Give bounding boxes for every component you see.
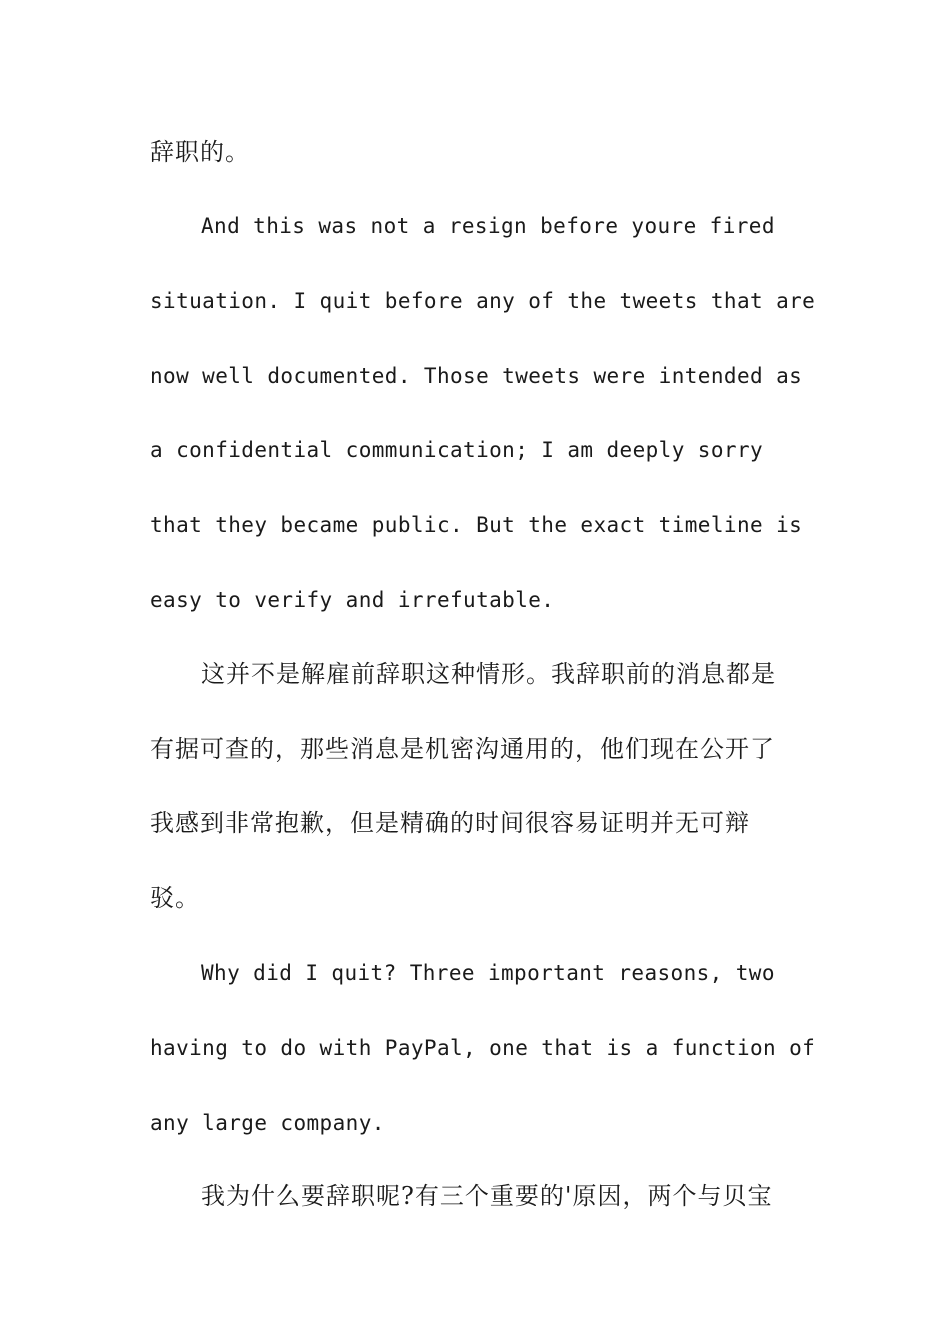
text-line: 辞职的。 [150,138,250,166]
text-line: now well documented. Those tweets were intended as [150,364,803,388]
text-line: 有据可查的，那些消息是机密沟通用的，他们现在公开了 [150,735,775,763]
text-line: Why did I quit? Three important reasons, two [201,961,775,985]
text-line: 我为什么要辞职呢?有三个重要的'原因，两个与贝宝 [201,1182,773,1210]
text-line: that they became public. But the exact timeline is [150,513,803,537]
text-line: a confidential communication; I am deeply sorry [150,438,764,462]
text-line: 驳。 [150,884,200,912]
text-line: having to do with PayPal, one that is a function of [150,1036,816,1060]
text-line: situation. I quit before any of the tweets that are [150,289,816,313]
text-line: And this was not a resign before youre fired [201,214,775,238]
text-line: 这并不是解雇前辞职这种情形。我辞职前的消息都是 [201,660,776,688]
text-line: easy to verify and irrefutable. [150,588,555,612]
text-line: any large company. [150,1111,385,1135]
text-line: 我感到非常抱歉，但是精确的时间很容易证明并无可辩 [150,809,750,837]
